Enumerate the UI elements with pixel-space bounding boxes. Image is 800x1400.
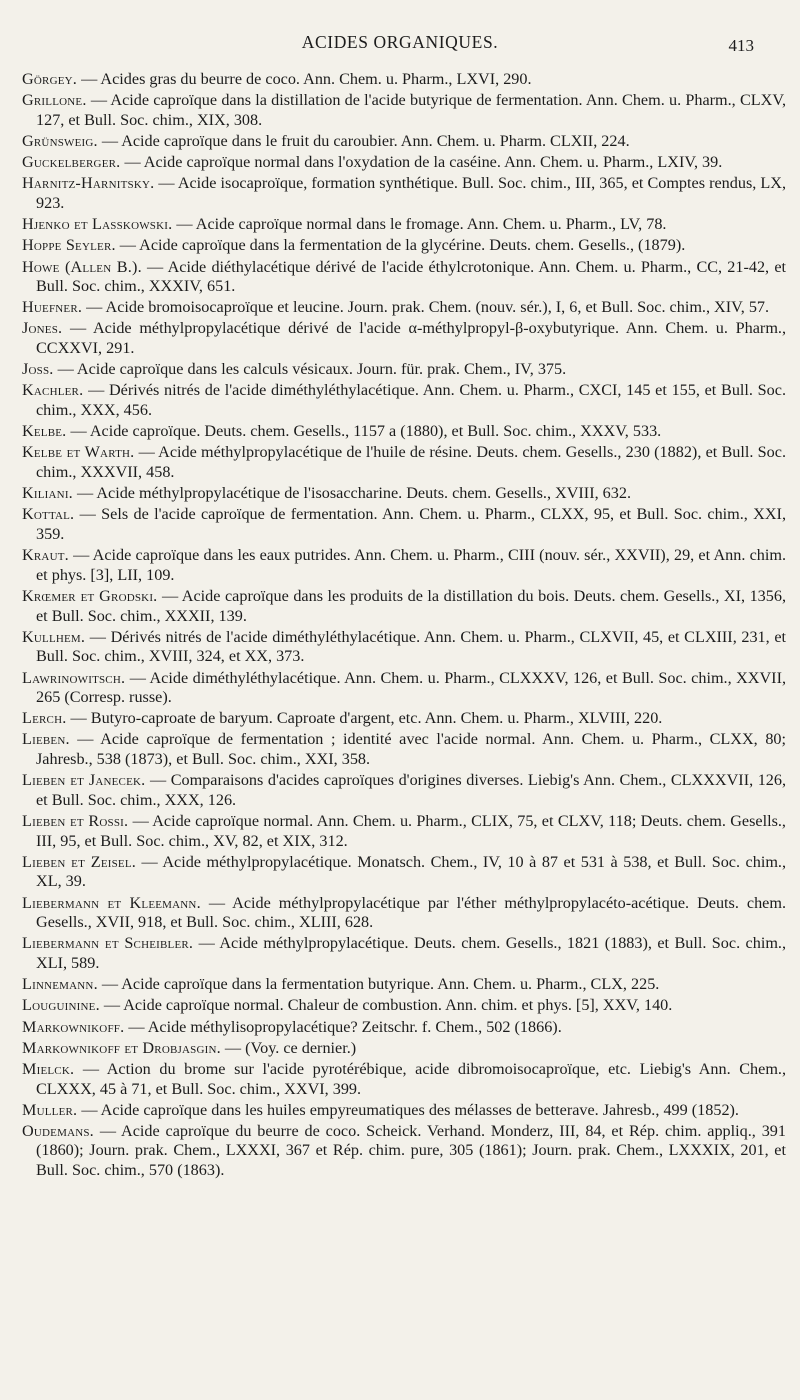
entry-author: Joss. [22, 360, 54, 379]
bibliography-entry [22, 298, 786, 318]
bibliography-entry [22, 1018, 786, 1038]
bibliography-entry [22, 319, 786, 358]
entry-dash: — [85, 627, 111, 646]
entry-author: Linnemann. [22, 975, 98, 994]
entry-dash: — [193, 934, 220, 953]
bibliography-entry [22, 236, 786, 256]
bibliography-entry [22, 1101, 786, 1121]
entry-dash: — [145, 771, 171, 790]
entry-dash: — [62, 319, 93, 338]
entry-text: Acide caproïque normal dans le fromage. Ann. Chem. u. Pharm., LV, 78. [195, 215, 667, 234]
entry-dash: — [53, 360, 77, 379]
entry-text: Butyro-caproate de baryum. Caproate d'argent, etc. Ann. Chem. u. Pharm., XLVIII, 220. [90, 709, 663, 728]
entry-text: Comparaisons d'acides caproïques d'origines diverses. Liebig's Ann. Chem., CLXXXVII, 126, et Bull. Soc. chim., XXX, 126. [36, 771, 787, 809]
entry-author: Markownikoff et Drobjasgin. [22, 1038, 221, 1057]
entry-text: Acide méthylpropylacétique. Deuts. chem. Gesells., 1821 (1883), et Bull. Soc. chim., XLI, 589. [36, 934, 787, 972]
entry-dash: — [77, 70, 101, 88]
entry-text: Acide caproïque. Deuts. chem. Gesells., 1157 a (1880), et Bull. Soc. chim., XXXV, 533. [89, 422, 662, 441]
bibliography-entry [22, 709, 786, 729]
entry-author: Kachler. [22, 381, 84, 400]
bibliography-entry [22, 730, 786, 769]
entry-author: Oudemans. [22, 1121, 94, 1140]
bibliography-entry [22, 894, 786, 933]
entry-author: Kraut. [22, 546, 69, 565]
entry-dash: — [141, 257, 168, 276]
entry-text: Action du brome sur l'acide pyrotérébique, acide dibromoisocaproïque, etc. Liebig's Ann. Chem., CLXXX, 45 à 71, et Bull. Soc. chim., XXVI, 399. [36, 1059, 787, 1098]
entry-author: Lieben. [22, 730, 70, 749]
bibliography-entry [22, 258, 786, 297]
entry-author: Kelbe et Warth. [22, 443, 135, 462]
entry-dash: — [134, 443, 159, 462]
entry-author: Kiliani. [22, 484, 73, 503]
entry-dash: — [68, 546, 93, 565]
entry-author: Guckelberger. [22, 153, 121, 172]
bibliography-entry [22, 771, 786, 810]
entry-author: Mielck. [22, 1059, 75, 1078]
entry-text: Acides gras du beurre de coco. Ann. Chem. u. Pharm., LXVI, 290. [100, 70, 532, 88]
entry-dash: — [97, 131, 122, 150]
bibliography-entry [22, 153, 786, 173]
entry-author: Hjenko et Lasskowski. [22, 215, 173, 234]
entry-text: Acide méthylpropylacétique de l'isosaccharine. Deuts. chem. Gesells., XVIII, 632. [96, 484, 632, 503]
entry-author: Lawrinowitsch. [22, 668, 126, 687]
entry-text: Acide diméthyléthylacétique. Ann. Chem. u. Pharm., CLXXXV, 126, et Bull. Soc. chim., XXVII, 265 (Corresp. russe). [36, 668, 787, 707]
entry-dash: — [136, 852, 163, 871]
entry-text: Acide méthylisopropylacétique? Zeitschr. f. Chem., 502 (1866). [147, 1017, 562, 1036]
bibliography-entry [22, 1060, 786, 1099]
entry-text: Acide caproïque dans la fermentation butyrique. Ann. Chem. u. Pharm., CLX, 225. [121, 975, 660, 994]
entry-text: Acide caproïque de fermentation ; identité avec l'acide normal. Ann. Chem. u. Pharm., CLXX, 80; Jahresb., 538 (1873), et Bull. Soc. chim., XXI, 358. [36, 730, 786, 769]
page-header [0, 30, 800, 60]
entry-text: Dérivés nitrés de l'acide diméthyléthylacétique. Ann. Chem. u. Pharm., CLXVII, 45, et CLXIII, 231, et Bull. Soc. chim., XVIII, 324, et XX, 373. [36, 627, 787, 666]
entry-author: Howe (Allen B.). [22, 257, 142, 276]
bibliography-entry [22, 215, 786, 235]
entry-author: Liebermann et Scheibler. [22, 934, 194, 953]
bibliography-entry [22, 812, 786, 851]
entry-dash: — [200, 893, 233, 912]
entry-author: Liebermann et Kleemann. [22, 893, 201, 912]
bibliography-entry [22, 853, 786, 892]
bibliography-entry [22, 975, 786, 995]
entry-dash: — [99, 996, 124, 1015]
entry-text: Acide caproïque dans les calculs vésicaux. Journ. für. prak. Chem., IV, 375. [76, 360, 567, 379]
entry-text: Dérivés nitrés de l'acide diméthyléthylacétique. Ann. Chem. u. Pharm., CXCI, 145 et 155, et Bull. Soc. chim., XXX, 456. [36, 381, 787, 420]
entry-author: Kottal. [22, 505, 75, 524]
entry-author: Markownikoff. [22, 1017, 125, 1036]
bibliography-entry [22, 546, 786, 585]
bibliography-entry [22, 443, 786, 482]
entry-text: Acide bromoisocaproïque et leucine. Journ. prak. Chem. (nouv. sér.), I, 6, et Bull. Soc. chim., XIV, 57. [105, 298, 770, 317]
entry-dash: — [82, 298, 106, 317]
entry-dash: — [220, 1038, 246, 1057]
entry-text: Sels de l'acide caproïque de fermentation. Ann. Chem. u. Pharm., CLXX, 95, et Bull. Soc. chim., XXI, 359. [36, 505, 786, 543]
bibliography-entry [22, 587, 786, 626]
bibliography-entry [22, 1122, 786, 1181]
entry-author: Louguinine. [22, 996, 100, 1015]
entry-dash: — [128, 812, 153, 831]
entry-text: Acide caproïque dans les produits de la distillation du bois. Deuts. chem. Gesells., XI, 1356, et Bull. Soc. chim., XXXII, 139. [36, 586, 787, 625]
entry-author: Kullhem. [22, 627, 86, 646]
entry-text: Acide caproïque dans le fruit du caroubier. Ann. Chem. u. Pharm. CLXII, 224. [121, 131, 630, 150]
entry-dash: — [66, 709, 91, 728]
entry-text: Acide méthylpropylacétique par l'éther méthylpropylacéto-acétique. Deuts. chem. Gesells., XVII, 918, et Bull. Soc. chim., XLIII, 628. [36, 893, 786, 932]
entry-dash: — [66, 422, 90, 441]
entry-text: Acide caproïque dans la distillation de l'acide butyrique de fermentation. Ann. Chem. u. Pharm., CLXV, 127, et Bull. Soc. chim., XIX, 308. [36, 91, 786, 129]
entry-author: Krœmer et Grodski. [22, 586, 158, 605]
page-number: 413 [728, 36, 754, 55]
bibliography-entry [22, 174, 786, 213]
entry-author: Hoppe Seyler. [22, 236, 116, 255]
entry-author: Lerch. [22, 709, 67, 728]
entry-author: Muller. [22, 1100, 78, 1119]
entry-author: Grillone. [22, 91, 87, 110]
entry-dash: — [120, 153, 144, 172]
entry-text: Acide méthylpropylacétique. Monatsch. Chem., IV, 10 à 87 et 531 à 538, et Bull. Soc. chim., XL, 39. [36, 852, 787, 891]
bibliography-entry [22, 484, 786, 504]
entry-dash: — [74, 505, 102, 524]
bibliography-entry [22, 132, 786, 152]
entry-author: Grünsweig. [22, 131, 98, 150]
entry-dash: — [86, 91, 111, 110]
entry-author: Lieben et Rossi. [22, 812, 129, 831]
bibliography-entry [22, 669, 786, 708]
entry-dash: — [125, 668, 150, 687]
entry-text: Acide isocaproïque, formation synthétique. Bull. Soc. chim., III, 365, et Comptes rendus, LX, 923. [36, 174, 786, 212]
bibliography-entry [22, 934, 786, 973]
entry-dash: — [172, 215, 196, 234]
bibliography-entry [22, 996, 786, 1016]
entry-dash: — [154, 174, 178, 193]
running-title: ACIDES ORGANIQUES. [301, 32, 499, 52]
entry-dash: — [83, 381, 109, 400]
entry-text: (Voy. ce dernier.) [245, 1038, 357, 1057]
bibliography-list [22, 70, 786, 1182]
entry-dash: — [97, 975, 122, 994]
bibliography-entry [22, 1039, 786, 1059]
entry-text: Acide méthylpropylacétique dérivé de l'acide α-méthylpropyl-β-oxybutyrique. Ann. Chem. u. Pharm., CCXXVI, 291. [36, 319, 787, 358]
entry-dash: — [74, 1059, 107, 1078]
bibliography-entry [22, 422, 786, 442]
entry-text: Acide caproïque dans la fermentation de la glycérine. Deuts. chem. Gesells., (1879). [139, 236, 686, 255]
entry-dash: — [77, 1100, 101, 1119]
entry-author: Huefner. [22, 298, 83, 317]
bibliography-entry [22, 70, 786, 90]
entry-dash: — [115, 236, 140, 255]
bibliography-entry [22, 628, 786, 667]
entry-text: Acide méthylpropylacétique de l'huile de résine. Deuts. chem. Gesells., 230 (1882), et Bull. Soc. chim., XXXVII, 458. [36, 443, 786, 481]
entry-dash: — [93, 1121, 121, 1140]
entry-author: Lieben et Janecek. [22, 771, 146, 790]
entry-dash: — [69, 730, 101, 749]
entry-author: Harnitz-Harnitsky. [22, 174, 155, 193]
entry-text: Acide caproïque normal. Ann. Chem. u. Pharm., CLIX, 75, et CLXV, 118; Deuts. chem. Gesells., III, 95, et Bull. Soc. chim., XV, 82, et XIX, 312. [36, 812, 786, 850]
entry-text: Acide caproïque normal dans l'oxydation de la caséine. Ann. Chem. u. Pharm., LXIV, 39. [143, 153, 723, 172]
entry-author: Lieben et Zeisel. [22, 852, 137, 871]
entry-author: Görgey. [22, 70, 78, 88]
entry-author: Jones. [22, 319, 63, 338]
entry-author: Kelbe. [22, 422, 67, 441]
entry-text: Acide caproïque normal. Chaleur de combustion. Ann. chim. et phys. [5], XXV, 140. [123, 996, 673, 1015]
bibliography-entry [22, 91, 786, 130]
bibliography-entry [22, 381, 786, 420]
bibliography-entry [22, 505, 786, 544]
entry-dash: — [157, 586, 182, 605]
entry-text: Acide caproïque dans les huiles empyreumatiques des mélasses de betterave. Jahresb., 499 (1852). [100, 1100, 739, 1119]
entry-dash: — [72, 484, 97, 503]
entry-text: Acide diéthylacétique dérivé de l'acide éthylcrotonique. Ann. Chem. u. Pharm., CC, 21-42, et Bull. Soc. chim., XXXIV, 651. [36, 257, 787, 296]
bibliography-entry [22, 360, 786, 380]
entry-text: Acide caproïque du beurre de coco. Scheick. Verhand. Monderz, III, 84, et Rép. chim. appliq., 391 (1860); Journ. prak. Chem., LXXXI, 367 et Rép. chim. pure, 305 (1861); Journ. prak. Chem., LXXXIX, 201, et Bull. Soc. chim., 570 (1863). [36, 1121, 786, 1180]
entry-text: Acide caproïque dans les eaux putrides. Ann. Chem. u. Pharm., CIII (nouv. sér., XXVII), 29, et Ann. chim. et phys. [3], LII, 109. [36, 546, 787, 584]
entry-dash: — [124, 1017, 148, 1036]
